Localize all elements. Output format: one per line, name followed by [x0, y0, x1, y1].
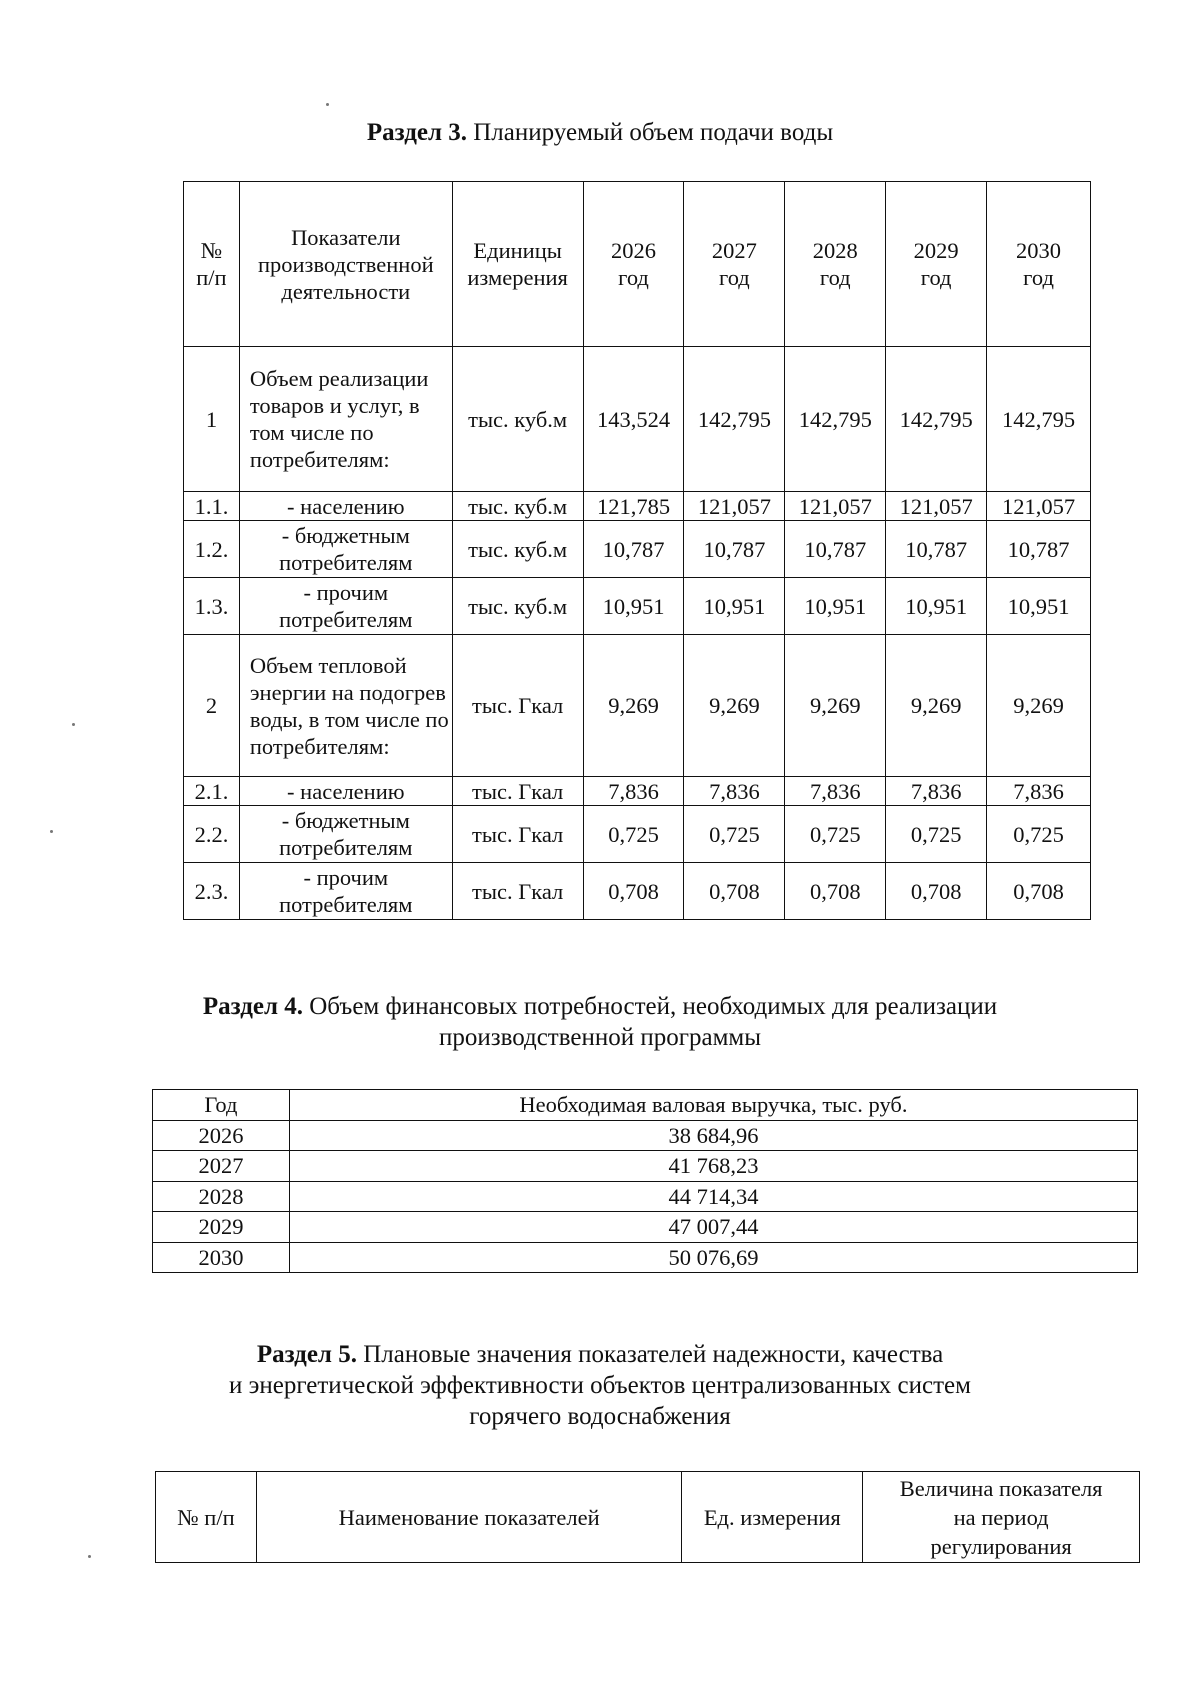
row-year: 2027	[153, 1151, 290, 1182]
row-value: 121,057	[684, 492, 785, 521]
row-unit: тыс. Гкал	[452, 806, 583, 863]
section4-heading-line2: производственной программы	[438, 1024, 762, 1051]
row-value: 0,708	[785, 863, 886, 920]
table-row	[153, 1212, 1138, 1243]
row-revenue: 38 684,96	[289, 1120, 1137, 1151]
row-name: Объем реализации товаров и услуг, в том числе по потребителям:	[239, 347, 452, 492]
row-year: 2030	[153, 1242, 290, 1273]
row-value: 10,787	[785, 521, 886, 578]
row-value: 0,725	[684, 806, 785, 863]
row-num: 2.1.	[184, 777, 240, 806]
header-unit: Ед. измерения	[682, 1472, 863, 1563]
table-row	[153, 1242, 1138, 1273]
section5-heading	[0, 1339, 1200, 1432]
header-year: Год	[153, 1090, 290, 1121]
section5-heading-line3: горячего водоснабжения	[469, 1403, 731, 1430]
row-year: 2029	[153, 1212, 290, 1243]
row-value: 7,836	[785, 777, 886, 806]
row-value: 142,795	[785, 347, 886, 492]
table-row	[184, 777, 1091, 806]
row-num: 1.3.	[184, 578, 240, 635]
row-value: 9,269	[684, 635, 785, 777]
table-row	[153, 1181, 1138, 1212]
scan-speck	[326, 103, 329, 106]
header-num: № п/п	[184, 182, 240, 347]
table-row	[184, 492, 1091, 521]
row-num: 1.2.	[184, 521, 240, 578]
row-name: - прочим потребителям	[239, 578, 452, 635]
row-unit: тыс. Гкал	[452, 635, 583, 777]
row-unit: тыс. Гкал	[452, 777, 583, 806]
row-unit: тыс. куб.м	[452, 347, 583, 492]
section5-heading-label: Раздел 5.	[256, 1341, 357, 1368]
row-value: 10,951	[583, 578, 684, 635]
row-value: 9,269	[886, 635, 987, 777]
table-row	[153, 1120, 1138, 1151]
row-value: 10,787	[987, 521, 1091, 578]
row-value: 10,951	[886, 578, 987, 635]
row-num: 2.2.	[184, 806, 240, 863]
row-num: 2.3.	[184, 863, 240, 920]
row-name: Объем тепловой энергии на подогрев воды, в том числе по потребителям:	[239, 635, 452, 777]
row-value: 121,785	[583, 492, 684, 521]
row-name: - бюджетным потребителям	[239, 521, 452, 578]
row-value: 9,269	[987, 635, 1091, 777]
row-value: 0,708	[684, 863, 785, 920]
row-name: - бюджетным потребителям	[239, 806, 452, 863]
row-value: 7,836	[987, 777, 1091, 806]
row-value: 10,787	[886, 521, 987, 578]
scan-speck	[50, 830, 53, 833]
section5-heading-line2: и энергетической эффективности объектов централизованных систем	[229, 1372, 971, 1399]
reliability-indicators-table	[155, 1471, 1140, 1563]
row-value: 9,269	[785, 635, 886, 777]
row-value: 9,269	[583, 635, 684, 777]
row-name: - населению	[239, 777, 452, 806]
row-value: 142,795	[886, 347, 987, 492]
header-revenue: Необходимая валовая выручка, тыс. руб.	[289, 1090, 1137, 1121]
row-num: 1.1.	[184, 492, 240, 521]
row-name: - прочим потребителям	[239, 863, 452, 920]
row-revenue: 44 714,34	[289, 1181, 1137, 1212]
section3-heading-label: Раздел 3.	[366, 119, 467, 146]
table-row	[184, 578, 1091, 635]
row-value: 10,787	[583, 521, 684, 578]
header-num: № п/п	[156, 1472, 257, 1563]
row-value: 10,951	[987, 578, 1091, 635]
row-value: 142,795	[987, 347, 1091, 492]
row-unit: тыс. куб.м	[452, 578, 583, 635]
row-unit: тыс. куб.м	[452, 521, 583, 578]
header-year-2027: 2027 год	[684, 182, 785, 347]
scan-speck	[72, 723, 75, 726]
row-unit: тыс. Гкал	[452, 863, 583, 920]
row-revenue: 41 768,23	[289, 1151, 1137, 1182]
table-row	[184, 347, 1091, 492]
table-header-row	[153, 1090, 1138, 1121]
row-num: 1	[184, 347, 240, 492]
financial-needs-table	[152, 1089, 1138, 1273]
table-row	[184, 521, 1091, 578]
scan-speck	[88, 1555, 91, 1558]
row-value: 7,836	[583, 777, 684, 806]
row-value: 0,725	[785, 806, 886, 863]
table-row	[153, 1151, 1138, 1182]
row-value: 0,725	[583, 806, 684, 863]
section4-heading-line1: Объем финансовых потребностей, необходимых для реализации	[309, 993, 998, 1020]
section4-heading-label: Раздел 4.	[202, 993, 303, 1020]
row-year: 2026	[153, 1120, 290, 1151]
row-year: 2028	[153, 1181, 290, 1212]
row-value: 10,787	[684, 521, 785, 578]
row-num: 2	[184, 635, 240, 777]
row-value: 0,725	[886, 806, 987, 863]
row-value: 0,708	[886, 863, 987, 920]
table-row	[184, 863, 1091, 920]
section4-heading	[0, 991, 1200, 1053]
row-name: - населению	[239, 492, 452, 521]
table-row	[184, 635, 1091, 777]
header-unit: Единицы измерения	[452, 182, 583, 347]
row-value: 121,057	[785, 492, 886, 521]
header-indicator: Показатели производственной деятельности	[239, 182, 452, 347]
row-value: 121,057	[987, 492, 1091, 521]
section5-heading-line1: Плановые значения показателей надежности, качества	[363, 1341, 944, 1368]
row-unit: тыс. куб.м	[452, 492, 583, 521]
row-value: 10,951	[785, 578, 886, 635]
row-value: 0,725	[987, 806, 1091, 863]
section3-heading-text: Планируемый объем подачи воды	[473, 119, 834, 146]
header-year-2026: 2026 год	[583, 182, 684, 347]
row-revenue: 50 076,69	[289, 1242, 1137, 1273]
row-value: 7,836	[886, 777, 987, 806]
header-name: Наименование показателей	[256, 1472, 682, 1563]
row-value: 10,951	[684, 578, 785, 635]
water-supply-table	[183, 181, 1091, 920]
row-value: 0,708	[987, 863, 1091, 920]
header-value: Величина показателя на период регулирования	[863, 1472, 1140, 1563]
row-value: 0,708	[583, 863, 684, 920]
row-value: 121,057	[886, 492, 987, 521]
table-header-row	[184, 182, 1091, 347]
header-year-2029: 2029 год	[886, 182, 987, 347]
row-value: 143,524	[583, 347, 684, 492]
table-header-row	[156, 1472, 1140, 1563]
row-revenue: 47 007,44	[289, 1212, 1137, 1243]
table-row	[184, 806, 1091, 863]
header-year-2030: 2030 год	[987, 182, 1091, 347]
row-value: 142,795	[684, 347, 785, 492]
section3-heading	[0, 117, 1200, 148]
header-year-2028: 2028 год	[785, 182, 886, 347]
row-value: 7,836	[684, 777, 785, 806]
